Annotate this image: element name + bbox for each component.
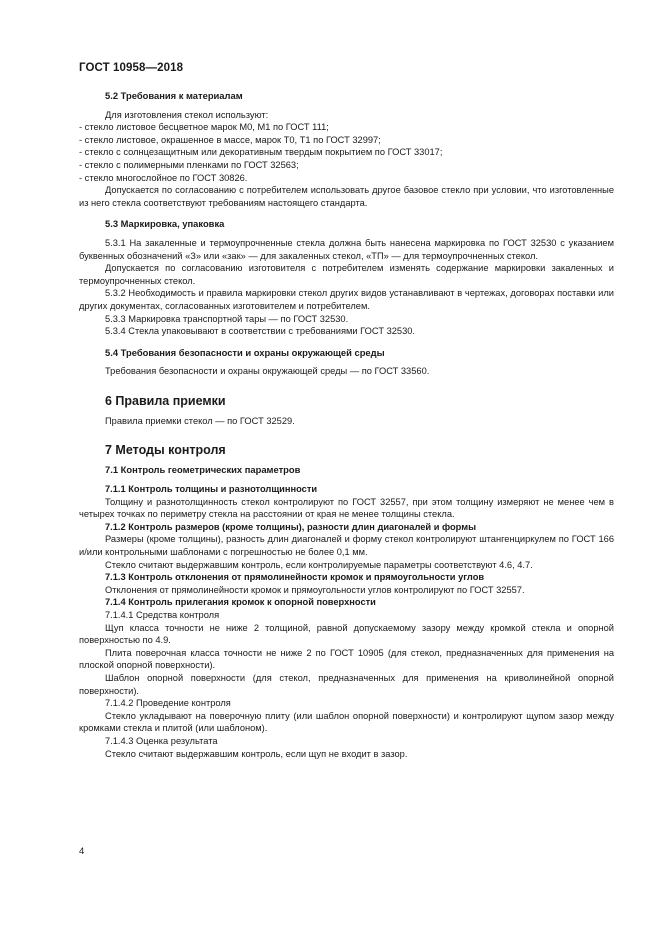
section-5-3-4: 5.3.4 Стекла упаковывают в соответствии с требованиями ГОСТ 32530.	[105, 326, 416, 337]
section-7-1-2-title: 7.1.2 Контроль размеров (кроме толщины), разности длин диагоналей и формы	[105, 521, 477, 532]
section-5-2-intro: Для изготовления стекол используют:	[105, 109, 269, 120]
list-item: - стекло с солнцезащитным или декоративным твердым покрытием по ГОСТ 33017;	[79, 147, 443, 158]
section-7-1-4-3-title: 7.1.4.3 Оценка результата	[105, 735, 218, 746]
section-7-1-2-text: Размеры (кроме толщины), разность длин диагоналей и форму стекол контролируют штангенциркулем по ГОСТ 166 и/или контрольными шаблонами с погрешностью не более 0,1 мм.	[79, 534, 614, 558]
section-7-1-3-text: Отклонения от прямолинейности кромок и прямоугольности углов контролируют по ГОСТ 32557.	[105, 584, 525, 595]
section-7-1-4-2-title: 7.1.4.2 Проведение контроля	[105, 698, 231, 709]
section-7-1-3-title: 7.1.3 Контроль отклонения от прямолинейности кромок и прямоугольности углов	[105, 572, 485, 583]
section-7-title: 7 Методы контроля	[105, 443, 226, 458]
section-6-text: Правила приемки стекол — по ГОСТ 32529.	[105, 415, 295, 426]
section-7-1-4-2-text: Стекло укладывают на поверочную плиту (или шаблон опорной поверхности) и контролируют щупом зазор между кромками стекла и плитой (или шаблоном).	[79, 710, 614, 734]
section-7-1-4-title: 7.1.4 Контроль прилегания кромок к опорной поверхности	[105, 597, 376, 608]
section-5-3-1-note: Допускается по согласованию изготовителя с потребителем изменять содержание маркировки закаленных и термоупрочненных стекол.	[79, 263, 614, 286]
list-item: - стекло с полимерными пленками по ГОСТ 32563;	[79, 159, 299, 170]
section-5-3-title: 5.3 Маркировка, упаковка	[105, 218, 225, 230]
list-item: - стекло листовое бесцветное марок М0, М1 по ГОСТ 111;	[79, 122, 329, 133]
list-item: - стекло листовое, окрашенное в массе, марок Т0, Т1 по ГОСТ 32997;	[79, 134, 381, 145]
section-5-3-2: 5.3.2 Необходимость и правила маркировки стекол других видов устанавливают в чертежах, договорах поставки или других документах, согласованных изготовителем и потребителем.	[79, 288, 614, 311]
section-5-2-title: 5.2 Требования к материалам	[105, 90, 243, 101]
section-7-1-1-text: Толщину и разнотолщинность стекол контролируют по ГОСТ 32557, при этом толщину измеряют не менее чем в четырех точках по периметру стекла на расстоянии от края не менее толщины стекла.	[79, 496, 614, 520]
section-5-3-3: 5.3.3 Маркировка транспортной тары — по ГОСТ 32530.	[105, 313, 349, 324]
section-5-4-title: 5.4 Требования безопасности и охраны окружающей среды	[105, 346, 385, 358]
section-5-2-note: Допускается по согласованию с потребителем использовать другое базовое стекло при условии, что изготовленные из него стекла соответствуют требованиям настоящего стандарта.	[79, 185, 614, 208]
section-5-3-1: 5.3.1 На закаленные и термоупрочненные стекла должна быть нанесена маркировка по ГОСТ 32530 с указанием буквенных обозначений «З» или «зак» — для закаленных стекол, «ТП» — для термоупрочненных стекол.	[79, 237, 614, 261]
section-7-1-4-3-text: Стекло считают выдержавшим контроль, если щуп не входит в зазор.	[105, 748, 408, 759]
section-7-1-4-1-title: 7.1.4.1 Средства контроля	[105, 610, 220, 620]
section-7-1-2-note: Стекло считают выдержавшим контроль, если контролируемые параметры соответствуют 4.6, 4.7.	[105, 559, 533, 570]
section-6-title: 6 Правила приемки	[105, 393, 226, 408]
section-5-4-text: Требования безопасности и охраны окружающей среды — по ГОСТ 33560.	[105, 366, 430, 377]
section-7-1-1-title: 7.1.1 Контроль толщины и разнотолщинности	[105, 484, 318, 495]
section-7-1-4-1-c: Шаблон опорной поверхности (для стекол, предназначенных для применения на криволинейной опорной поверхности).	[79, 672, 614, 696]
list-item: - стекло многослойное по ГОСТ 30826.	[79, 172, 248, 183]
section-7-1-4-1-a: Щуп класса точности не ниже 2 толщиной, равной допускаемому зазору между кромкой стекла и опорной поверхностью по 4.9.	[79, 622, 614, 646]
section-7-1-4-1-b: Плита поверочная класса точности не ниже 2 по ГОСТ 10905 (для стекол, предназначенных для применения на плоской опорной поверхности).	[79, 647, 614, 671]
page-number: 4	[79, 846, 85, 857]
document-body	[79, 90, 614, 760]
section-7-1-title: 7.1 Контроль геометрических параметров	[105, 464, 301, 476]
standard-header: ГОСТ 10958—2018	[79, 62, 184, 74]
